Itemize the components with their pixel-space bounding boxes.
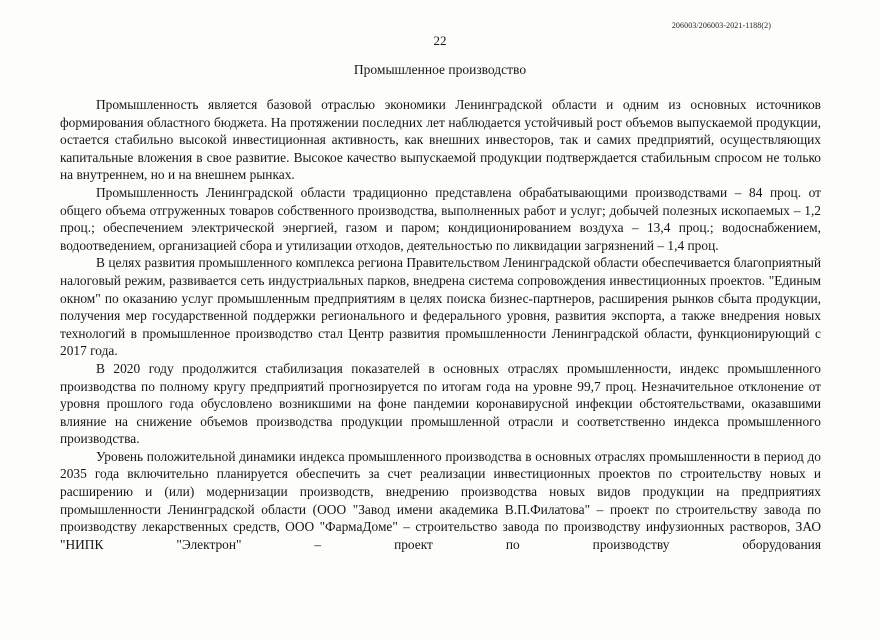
page-number: 22 [433,33,447,48]
document-body [60,96,821,553]
paragraph: Промышленность является базовой отраслью экономики Ленинградской области и одним из основных источников формирования областного бюджета. На протяжении последних лет наблюдается устойчивый рост объемов выпускаемой продукции, остается стабильно высокой инвестиционная активность, как внешних инвесторов, так и самих предприятий, осуществляющих капитальные вложения в свое развитие. Высокое качество выпускаемой продукции подтверждается стабильным спросом не только на внутреннем, но и на внешнем рынках. [60,97,821,183]
document-id: 206003/206003-2021-1188(2) [671,21,771,30]
paragraph: Промышленность Ленинградской области традиционно представлена обрабатывающими производствами – 84 проц. от общего объема отгруженных товаров собственного производства, выполненных работ и услуг; добычей полезных ископаемых – 1,2 проц.; обеспечением электрической энергией, газом и паром; кондиционированием воздуха – 13,4 проц.; водоснабжением, водоотведением, организацией сбора и утилизации отходов, деятельностью по ликвидации загрязнений – 1,4 проц. [60,184,821,253]
section-title: Промышленное производство [353,62,527,77]
paragraph: В 2020 году продолжится стабилизация показателей в основных отраслях промышленности, индекс промышленного производства по полному кругу предприятий прогнозируется по итогам года на уровне 99,7 проц. Незначительное отклонение от уровня прошлого года обусловлено возникшими на фоне пандемии коронавирусной инфекции обстоятельствами, оказавшими влияние на снижение объемов производства продукции промышленной отрасли и соответственно индекса промышленного производства. [60,360,821,447]
paragraph: В целях развития промышленного комплекса региона Правительством Ленинградской области обеспечивается благоприятный налоговый режим, развивается сеть индустриальных парков, внедрена система сопровождения инвестиционных проектов. "Единым окном" по оказанию услуг промышленным предприятиям в целях поиска бизнес-партнеров, расширения рынков сбыта продукции, получения мер государственной поддержки регионального и федерального уровня, развития экспорта, а также внедрения новых технологий в промышленное производство стал Центр развития промышленности Ленинградской области, функционирующий с 2017 года. [60,255,821,359]
paragraph: Уровень положительной динамики индекса промышленного производства в основных отраслях промышленности в период до 2035 года включительно планируется обеспечить за счет реализации инвестиционных проектов по строительству новых и расширению и (или) модернизации производств, внедрению производства новых видов продукции на предприятиях промышленности Ленинградской области (ООО "Завод имени академика В.П.Филатова" – проект по строительству завода по производству лекарственных средств, ООО "ФармаДоме" – строительство завода по производству инфузионных растворов, ЗАО "НИПК "Электрон" – проект по производству оборудования [60,448,821,552]
